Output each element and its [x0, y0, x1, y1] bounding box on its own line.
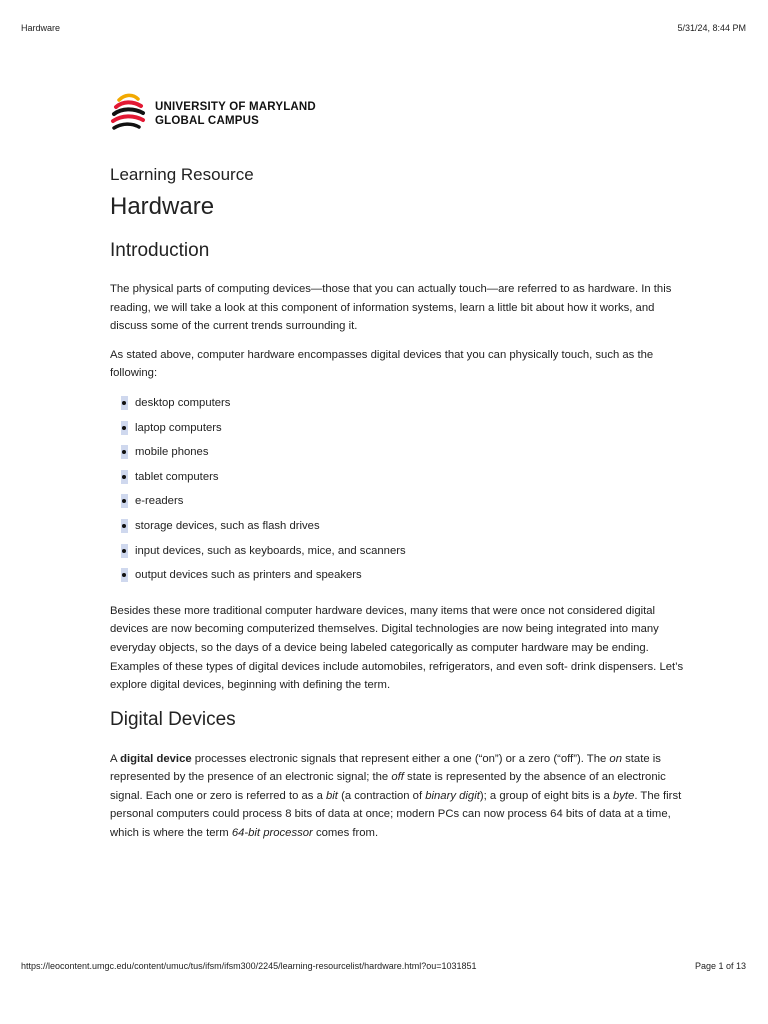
logo-line-2: GLOBAL CAMPUS [155, 115, 259, 127]
logo-wordmark [155, 100, 316, 128]
list-item: tablet computers [110, 470, 690, 495]
list-item: desktop computers [110, 396, 690, 421]
list-item: storage devices, such as flash drives [110, 519, 690, 544]
intro-paragraph-2: As stated above, computer hardware encompasses digital devices that you can physically touch, such as the following: [110, 348, 654, 380]
page-content [110, 90, 690, 843]
list-item: laptop computers [110, 421, 690, 446]
hardware-list [110, 396, 690, 593]
list-item: output devices such as printers and speakers [110, 568, 690, 593]
intro-heading: Introduction [110, 240, 210, 261]
print-footer [21, 961, 746, 971]
bullet-icon [121, 445, 128, 459]
list-item: input devices, such as keyboards, mice, and scanners [110, 544, 690, 569]
list-item: e-readers [110, 494, 690, 519]
digital-devices-heading: Digital Devices [110, 708, 236, 730]
bullet-icon [121, 494, 128, 508]
print-header-timestamp: 5/31/24, 8:44 PM [677, 23, 746, 33]
bullet-icon [121, 470, 128, 484]
page-title: Hardware [110, 193, 215, 220]
bullet-icon [121, 568, 128, 582]
bullet-icon [121, 519, 128, 533]
umgc-logo[interactable] [110, 90, 690, 138]
bullet-icon [121, 421, 128, 435]
list-item: mobile phones [110, 445, 690, 470]
print-header-title: Hardware [21, 23, 61, 33]
print-header [21, 23, 746, 33]
bullet-icon [121, 396, 128, 410]
logo-line-1: UNIVERSITY OF MARYLAND [155, 101, 316, 113]
umgc-logo-icon [110, 91, 146, 137]
intro-paragraph-3: Besides these more traditional computer hardware devices, many items that were once not considered digital devices are now becoming computerized themselves. Digital technologies are now being integrated into many everyday objects, so the days of a device being labeled categorically as computer hardware may be ending. Examples of these types of digital devices include automobiles, refrigerators, and even soft- drink dispensers. Let’s explore digital devices, beginning with defining the term. [110, 604, 684, 692]
page-url[interactable]: https://leocontent.umgc.edu/content/umuc/tus/ifsm/ifsm300/2245/learning-resourcelist/hardware.html?ou=1031851 [21, 961, 477, 971]
intro-paragraph-1: The physical parts of computing devices—those that you can actually touch—are referred to as hardware. In this reading, we will take a look at this component of information systems, learn a little bit about how it works, and discuss some of the current trends surrounding it. [110, 283, 672, 333]
page-number: Page 1 of 13 [694, 961, 746, 971]
resource-kicker: Learning Resource [110, 165, 254, 184]
digital-devices-paragraph: A digital device processes electronic signals that represent either a one (“on”) or a zero (“off”). The on state is represented by the presence of an electronic signal; the off state is represented by the absence of an electronic signal. Each one or zero is referred to as a bit (a contraction of binary digit); a group of eight bits is a byte. The first personal computers could process 8 bits of data at once; modern PCs can now process 64 bits of data at a time, which is where the term 64-bit processor comes from. [110, 752, 682, 840]
bullet-icon [121, 544, 128, 558]
